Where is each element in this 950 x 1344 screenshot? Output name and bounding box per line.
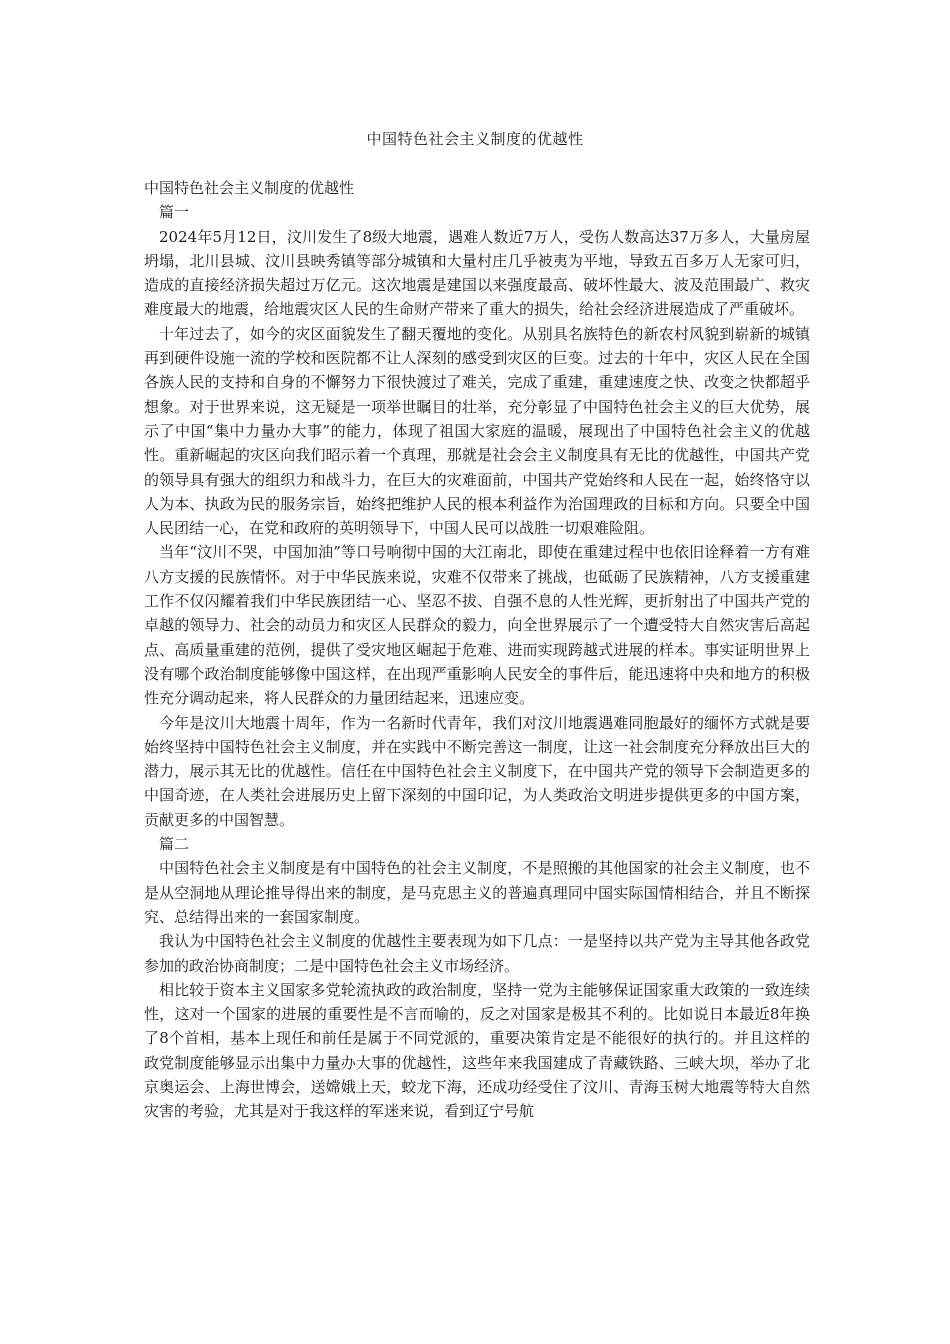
section-label-2: 篇二 xyxy=(159,835,190,854)
paragraph: 我认为中国特色社会主义制度的优越性主要表现为如下几点：一是坚持以共产党为主导其他各政党参加的政治协商制度；二是中国特色社会主义市场经济。 xyxy=(144,932,810,975)
paragraph: 相比较于资本主义国家多党轮流执政的政治制度，坚持一党为主能够保证国家重大政策的一致连续性，这对一个国家的进展的重要性是不言而喻的，反之对国家是极其不利的。比如说日本最近8年换了8个首相，基本上现任和前任是属于不同党派的，重要决策肯定是不能很好的执行的。并且这样的政党制度能够显示出集中力量办大事的优越性，这些年来我国建成了青藏铁路、三峡大坝，举办了北京奥运会、上海世博会，送嫦娥上天，蛟龙下海，还成功经受住了汶川、青海玉树大地震等特大自然灾害的考验，尤其是对于我这样的军迷来说，看到辽宁号航 xyxy=(144,980,810,1121)
paragraph: 今年是汶川大地震十周年，作为一名新时代青年，我们对汶川地震遇难同胞最好的缅怀方式就是要始终坚持中国特色社会主义制度，并在实践中不断完善这一制度，让这一社会制度充分释放出巨大的潜力，展示其无比的优越性。信任在中国特色社会主义制度下，在中国共产党的领导下会制造更多的中国奇迹，在人类社会进展历史上留下深刻的中国印记，为人类政治文明进步提供更多的中国方案，贡献更多的中国智慧。 xyxy=(144,713,810,829)
paragraph: 2024年5月12日，汶川发生了8级大地震，遇难人数近7万人，受伤人数高达37万多人，大量房屋坍塌，北川县城、汶川县映秀镇等部分城镇和大量村庄几乎被夷为平地，导致五百多万人无家可归，造成的直接经济损失超过万亿元。这次地震是建国以来强度最高、破坏性最大、波及范围最广、救灾难度最大的地震，给地震灾区人民的生命财产带来了重大的损失，给社会经济进展造成了严重破坏。 xyxy=(144,227,810,319)
paragraph: 当年“汶川不哭，中国加油”等口号响彻中国的大江南北，即使在重建过程中也依旧诠释着一方有难八方支援的民族情怀。对于中华民族来说，灾难不仅带来了挑战，也砥砺了民族精神，八方支援重建工作不仅闪耀着我们中华民族团结一心、坚忍不拔、自强不息的人性光辉，更折射出了中国共产党的卓越的领导力、社会的动员力和灾区人民群众的毅力，向全世界展示了一个遭受特大自然灾害后高起点、高质量重建的范例，提供了受灾地区崛起于危难、进而实现跨越式进展的样本。事实证明世界上没有哪个政治制度能够像中国这样，在出现严重影响人民安全的事件后，能迅速将中央和地方的积极性充分调动起来，将人民群众的力量团结起来，迅速应变。 xyxy=(144,543,810,708)
document-body xyxy=(144,176,810,1124)
paragraph: 十年过去了，如今的灾区面貌发生了翻天覆地的变化。从别具名族特色的新农村风貌到崭新的城镇再到硬件设施一流的学校和医院都不让人深刻的感受到灾区的巨变。过去的十年中，灾区人民在全国各族人民的支持和自身的不懈努力下很快渡过了难关，完成了重建，重建速度之快、改变之快都超乎想象。对于世界来说，这无疑是一项举世瞩目的壮举，充分彰显了中国特色社会主义的巨大优势，展示了中国“集中力量办大事”的能力，体现了祖国大家庭的温暖，展现出了中国特色社会主义的优越性。重新崛起的灾区向我们昭示着一个真理，那就是社会会主义制度具有无比的优越性，中国共产党的领导具有强大的组织力和战斗力，在巨大的灾难面前，中国共产党始终和人民在一起，始终恪守以人为本、执政为民的服务宗旨，始终把维护人民的根本利益作为治国理政的目标和方向。只要全中国人民团结一心，在党和政府的英明领导下，中国人民可以战胜一切艰难险阻。 xyxy=(144,324,810,538)
document-subtitle: 中国特色社会主义制度的优越性 xyxy=(144,179,355,197)
paragraph: 中国特色社会主义制度是有中国特色的社会主义制度，不是照搬的其他国家的社会主义制度，也不是从空洞地从理论推导得出来的制度，是马克思主义的普遍真理同中国实际国情相结合，并且不断探究、总结得出来的一套国家制度。 xyxy=(144,859,810,926)
section-label-1: 篇一 xyxy=(159,203,190,222)
document-title: 中国特色社会主义制度的优越性 xyxy=(366,130,584,148)
